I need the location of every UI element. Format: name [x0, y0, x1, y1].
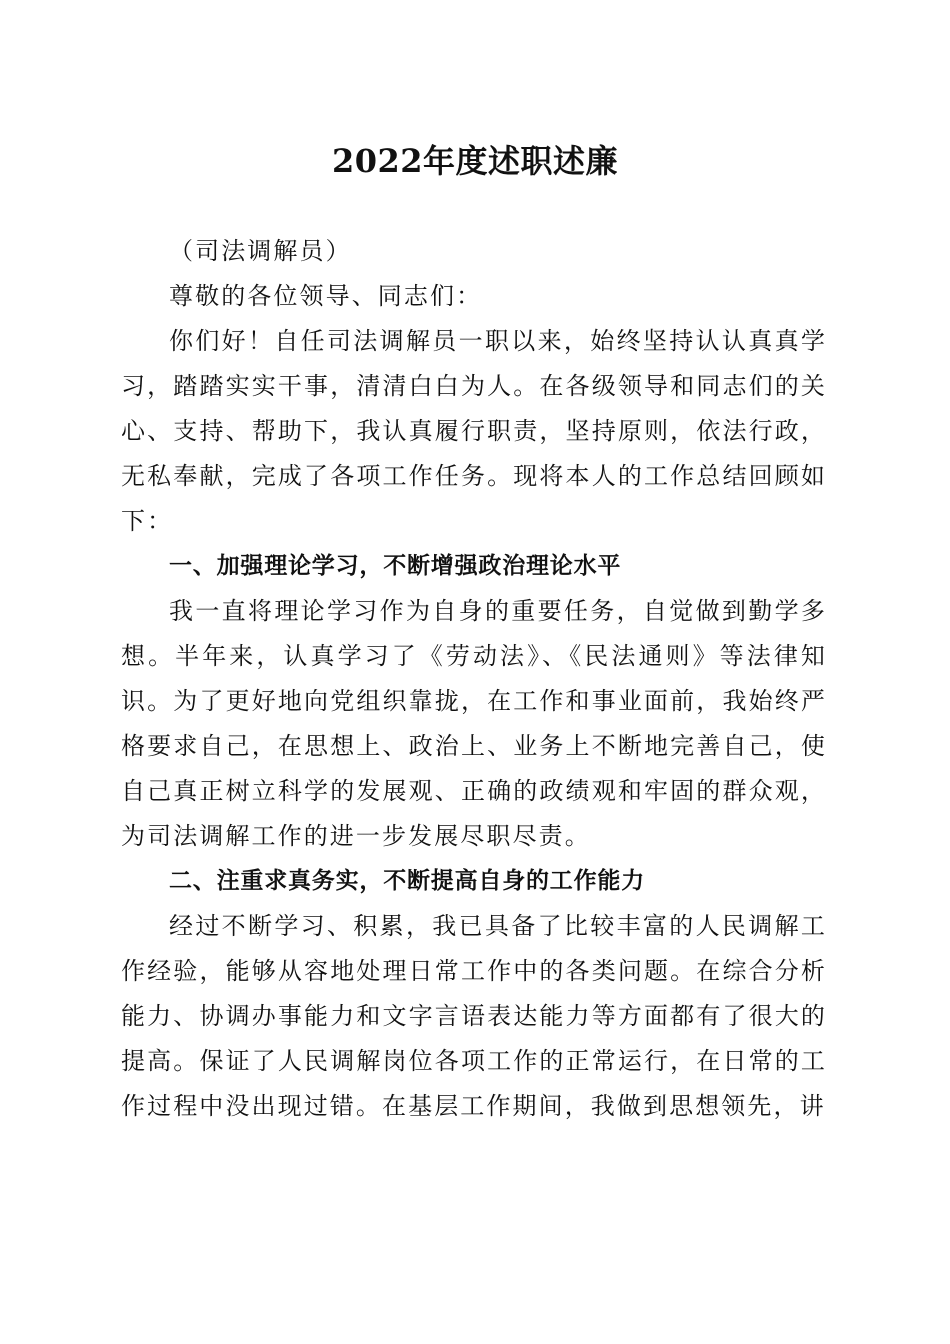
section-paragraph-2: 经过不断学习、积累，我已具备了比较丰富的人民调解工作经验，能够从容地处理日常工作中的各类问题。在综合分析能力、协调办事能力和文字言语表达能力等方面都有了很大的提高。保证了人民调解岗位各项工作的正常运行，在日常的工作过程中没出现过错。在基层工作期间，我做到思想领先，讲	[121, 912, 827, 1120]
intro-paragraph: 你们好！自任司法调解员一职以来，始终坚持认认真真学习，踏踏实实干事，清清白白为人。在各级领导和同志们的关心、支持、帮助下，我认真履行职责，坚持原则，依法行政，无私奉献，完成了各项工作任务。现将本人的工作总结回顾如下：	[121, 327, 827, 535]
document-title: 2022年度述职述廉	[331, 142, 619, 180]
subtitle-role: （司法调解员）	[169, 237, 352, 265]
section-heading-2: 二、注重求真务实，不断提高自身的工作能力	[169, 868, 645, 894]
salutation: 尊敬的各位领导、同志们：	[169, 282, 483, 310]
document-body	[121, 229, 827, 1129]
section-heading-1: 一、加强理论学习，不断增强政治理论水平	[169, 553, 622, 579]
section-paragraph-1: 我一直将理论学习作为自身的重要任务，自觉做到勤学多想。半年来，认真学习了《劳动法》、《民法通则》等法律知识。为了更好地向党组织靠拢，在工作和事业面前，我始终严格要求自己，在思想上、政治上、业务上不断地完善自己，使自己真正树立科学的发展观、正确的政绩观和牢固的群众观，为司法调解工作的进一步发展尽职尽责。	[121, 597, 827, 850]
